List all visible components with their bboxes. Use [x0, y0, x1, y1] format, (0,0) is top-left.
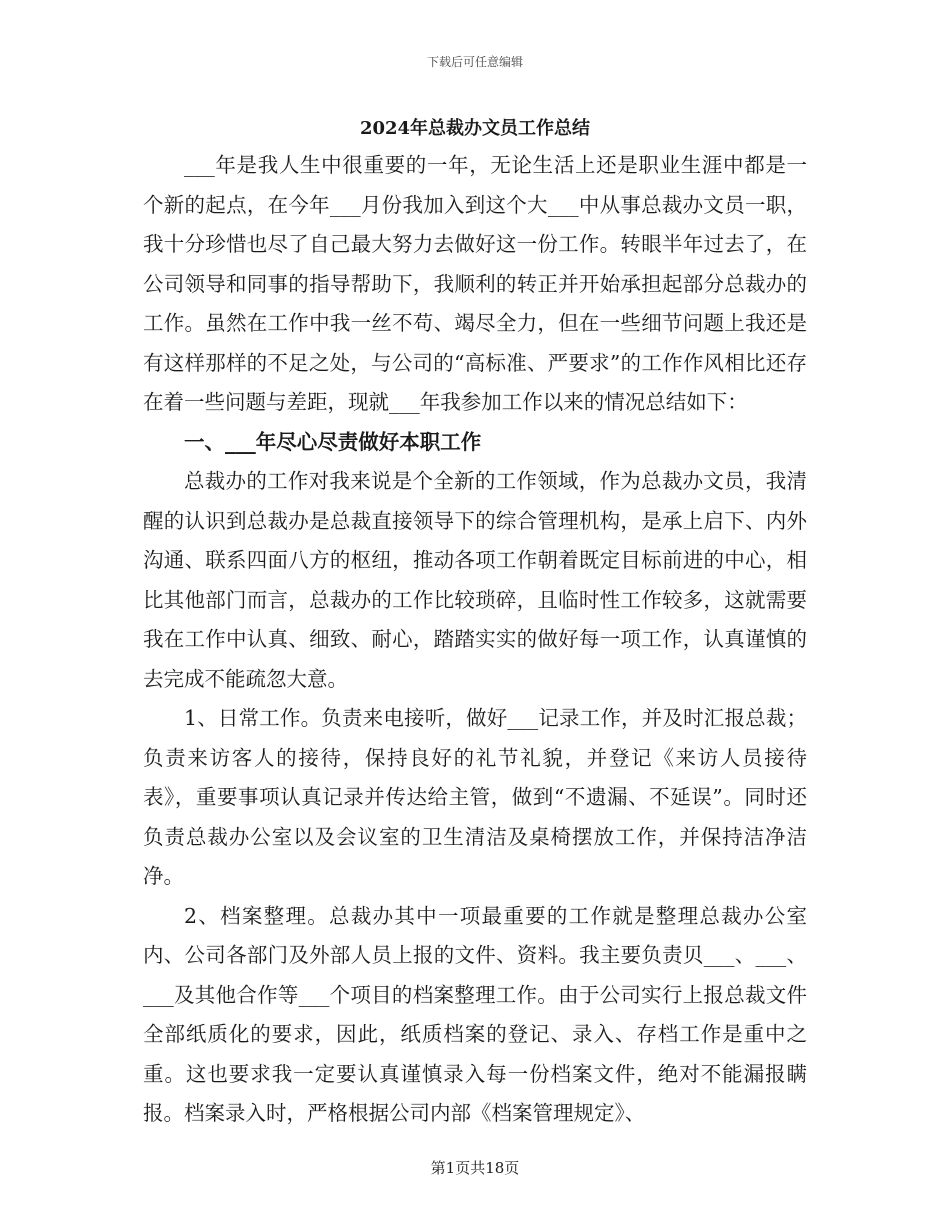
- section-heading-1: 一、___年尽心尽责做好本职工作: [184, 429, 482, 454]
- item-2-paragraph: 2、档案整理。总裁办其中一项最重要的工作就是整理总裁办公室内、公司各部门及外部人员上报的文件、资料。我主要负责贝___、___、___及其他合作等___个项目的档案整理工作。由于公司实行上报总裁文件全部纸质化的要求，因此，纸质档案的登记、录入、存档工作是重中之重。这也要求我一定要认真谨慎录入每一份档案文件，绝对不能漏报瞒报。档案录入时，严格根据公司内部《档案管理规定》、: [143, 903, 807, 1125]
- document-body: [143, 146, 807, 1134]
- header-note: 下载后可任意编辑: [426, 55, 523, 69]
- section-1-paragraph: 总裁办的工作对我来说是个全新的工作领域，作为总裁办文员，我清醒的认识到总裁办是总裁直接领导下的综合管理机构，是承上启下、内外沟通、联系四面八方的枢纽，推动各项工作朝着既定目标前进的中心，相比其他部门而言，总裁办的工作比较琐碎，且临时性工作较多，这就需要我在工作中认真、细致、耐心，踏踏实实的做好每一项工作，认真谨慎的去完成不能疏忽大意。: [143, 469, 807, 691]
- page-title: 2024年总裁办文员工作总结: [359, 118, 591, 139]
- intro-paragraph: ___年是我人生中很重要的一年，无论生活上还是职业生涯中都是一个新的起点，在今年___月份我加入到这个大___中从事总裁办文员一职，我十分珍惜也尽了自己最大努力去做好这一份工作。转眼半年过去了，在公司领导和同事的指导帮助下，我顺利的转正并开始承担起部分总裁办的工作。虽然在工作中我一丝不苟、竭尽全力，但在一些细节问题上我还是有这样那样的不足之处，与公司的“高标准、严要求”的工作作风相比还存在着一些问题与差距，现就___年我参加工作以来的情况总结如下：: [143, 153, 807, 414]
- page-number: 第1页共18页: [430, 1159, 520, 1177]
- item-1-paragraph: 1、日常工作。负责来电接听，做好___记录工作，并及时汇报总裁；负责来访客人的接待，保持良好的礼节礼貌，并登记《来访人员接待表》，重要事项认真记录并传达给主管，做到“不遗漏、不延误”。同时还负责总裁办公室以及会议室的卫生清洁及桌椅摆放工作，并保持洁净洁净。: [143, 706, 807, 888]
